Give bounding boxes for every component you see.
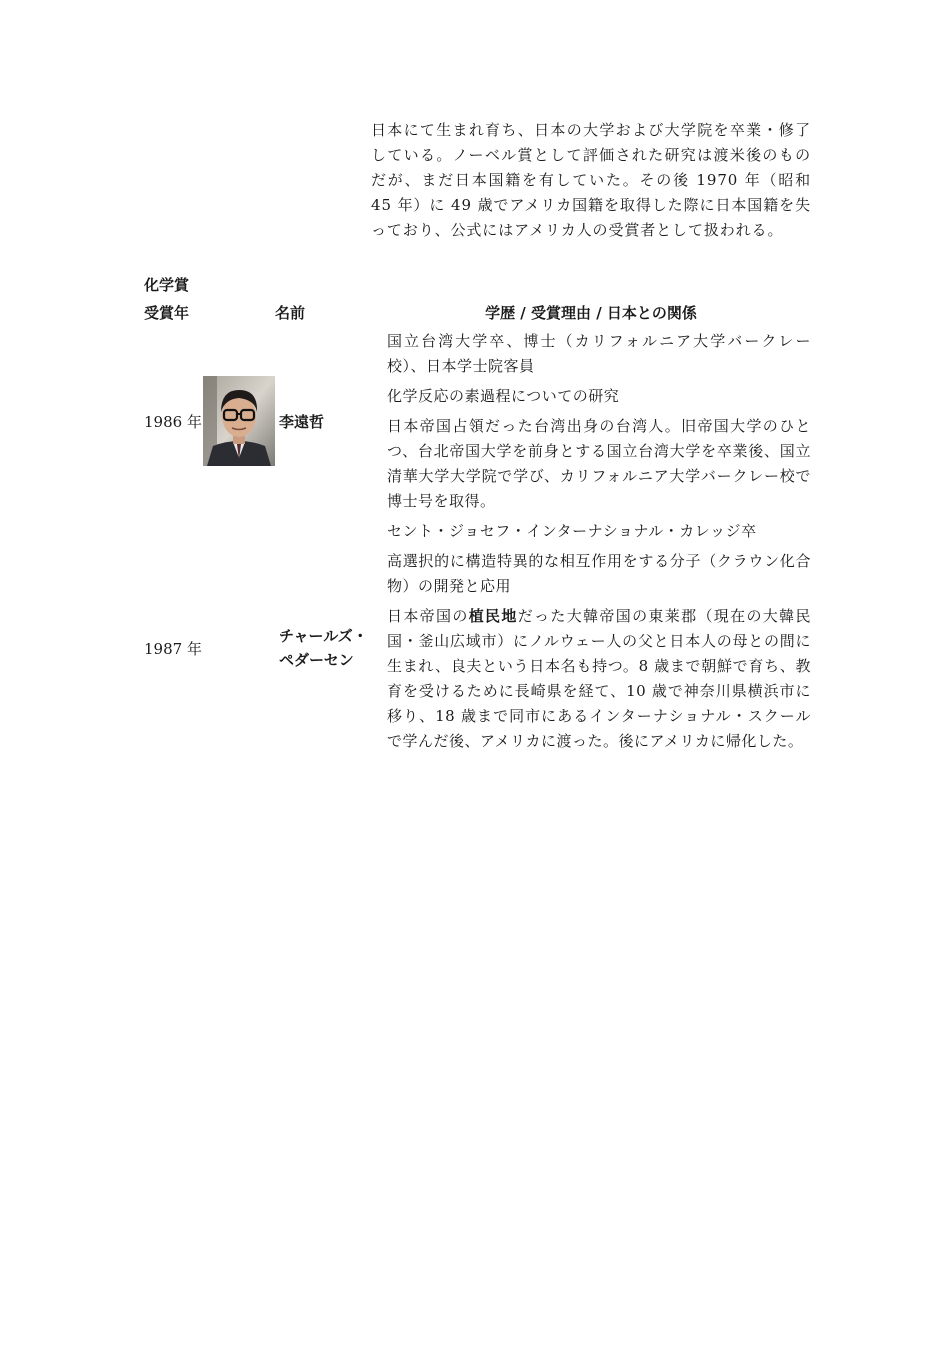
row-1987-name-line2: ペダーセン xyxy=(279,651,354,669)
header-details: 学歴 / 受賞理由 / 日本との関係 xyxy=(485,304,697,322)
row-1987-year: 1987 年 xyxy=(144,640,202,658)
row-1987-relation xyxy=(387,604,811,754)
colony-term: 植民地 xyxy=(468,607,518,625)
header-year: 受賞年 xyxy=(144,304,190,322)
row-1986-year: 1986 年 xyxy=(144,413,202,431)
row-1987-name xyxy=(279,624,368,672)
row-1986-education: 国立台湾大学卒、博士（カリフォルニア大学バークレー校）、日本学士院客員 xyxy=(387,332,811,375)
relation-text-pre: 日本帝国の xyxy=(387,607,469,625)
row-1987-reason: 高選択的に構造特異的な相互作用をする分子（クラウン化合物）の開発と応用 xyxy=(387,552,811,595)
relation-text-post: だった大韓帝国の東莱郡（現在の大韓民国・釜山広域市）にノルウェー人の父と日本人の母との間に生まれ、良夫という日本名も持つ。8 歳まで朝鮮で育ち、教育を受けるために長崎県を経て、10 歳で神奈川県横浜市に移り、18 歳まで同市にあるインターナショナル・スクールで学んだ後、アメリカに渡った。後にアメリカに帰化した。 xyxy=(387,607,811,750)
row-1986-relation: 日本帝国占領だった台湾出身の台湾人。旧帝国大学のひとつ、台北帝国大学を前身とする国立台湾大学を卒業後、国立清華大学大学院で学び、カリフォルニア大学バークレー校で博士号を取得。 xyxy=(387,417,811,510)
row-1986-reason: 化学反応の素過程についての研究 xyxy=(387,387,620,405)
portrait-photo xyxy=(203,376,275,466)
row-1987-name-line1: チャールズ・ xyxy=(279,627,368,645)
header-name: 名前 xyxy=(275,304,306,322)
section-title: 化学賞 xyxy=(144,276,190,294)
portrait-image xyxy=(203,376,275,466)
row-1987-education: セント・ジョセフ・インターナショナル・カレッジ卒 xyxy=(387,522,757,540)
row-1986-name: 李遠哲 xyxy=(279,413,325,431)
intro-paragraph: 日本にて生まれ育ち、日本の大学および大学院を卒業・修了している。ノーベル賞として評価された研究は渡米後のものだが、まだ日本国籍を有していた。その後 1970 年（昭和 45 年）に 49 歳でアメリカ国籍を取得した際に日本国籍を失っており、公式にはアメリカ人の受賞者として扱われる。 xyxy=(371,121,811,239)
